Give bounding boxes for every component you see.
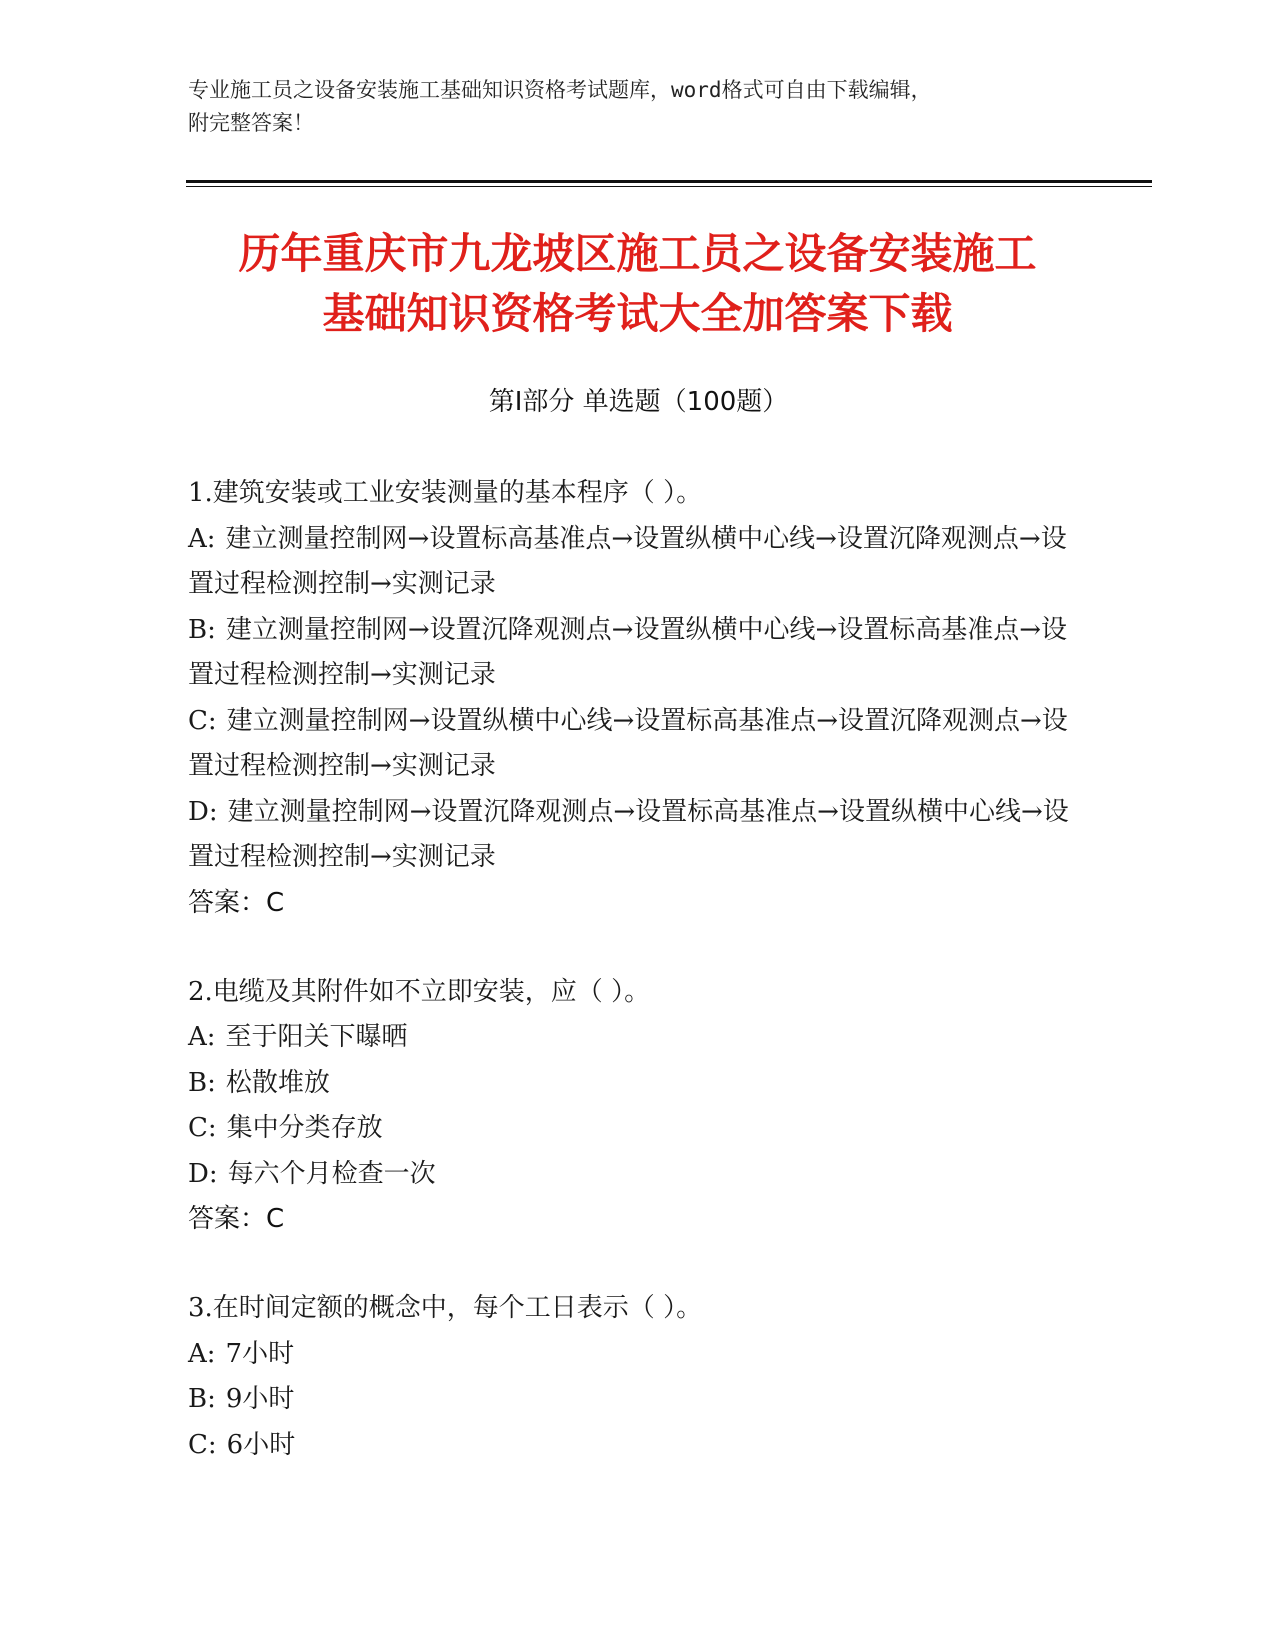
option-text: 松散堆放: [225, 1067, 330, 1098]
option-a: [188, 517, 1088, 608]
option-text: 建立测量控制网→设置纵横中心线→设置标高基准点→设置沉降观测点→设置过程检测控制→实测记录: [188, 705, 1068, 781]
header-note-line2: 附完整答案！: [188, 111, 314, 135]
option-b: [188, 608, 1088, 699]
document-title: [140, 224, 1135, 344]
option-text: 建立测量控制网→设置标高基准点→设置纵横中心线→设置沉降观测点→设置过程检测控制→实测记录: [188, 523, 1067, 599]
document-title-line1: 历年重庆市九龙坡区施工员之设备安装施工: [238, 229, 1037, 278]
question-3: [188, 1286, 1088, 1468]
option-c: [188, 1106, 1088, 1152]
header-divider-thick: [186, 180, 1152, 183]
option-a: [188, 1332, 1088, 1378]
document-title-line2: 基础知识资格考试大全加答案下载: [322, 289, 953, 338]
answer-line: 答案：C: [188, 1204, 285, 1234]
option-text: 7小时: [225, 1338, 295, 1369]
option-key: A:: [188, 1022, 216, 1052]
option-a: [188, 1015, 1088, 1061]
question-2: [188, 970, 1088, 1243]
option-key: A:: [188, 1338, 216, 1369]
option-b: [188, 1061, 1088, 1107]
question-1: [188, 471, 1088, 926]
header-note: [188, 74, 1088, 140]
option-key: D:: [188, 796, 218, 827]
option-d: [188, 1152, 1088, 1198]
option-text: 9小时: [225, 1384, 295, 1414]
option-key: D:: [188, 1158, 218, 1189]
option-c: [188, 1423, 1088, 1469]
option-key: B:: [188, 614, 216, 645]
answer-line: 答案：C: [188, 887, 285, 918]
option-text: 集中分类存放: [226, 1113, 383, 1143]
option-text: 建立测量控制网→设置沉降观测点→设置标高基准点→设置纵横中心线→设置过程检测控制→实测记录: [188, 796, 1069, 872]
option-key: C:: [188, 705, 217, 736]
option-key: C:: [188, 1429, 217, 1460]
option-text: 6小时: [226, 1429, 296, 1460]
option-key: A:: [188, 523, 216, 554]
section-title: 第Ⅰ部分 单选题（100题）: [488, 387, 789, 417]
option-key: B:: [188, 1384, 216, 1414]
question-stem: 2.电缆及其附件如不立即安装，应（ ）。: [188, 976, 651, 1007]
question-list: [188, 471, 1088, 1512]
header-note-line1: 专业施工员之设备安装施工基础知识资格考试题库，word格式可自由下载编辑，: [188, 78, 932, 102]
option-text: 至于阳关下曝晒: [225, 1022, 408, 1052]
question-stem: 1.建筑安装或工业安装测量的基本程序（ ）。: [188, 478, 703, 508]
header-divider-thin: [186, 186, 1152, 187]
option-key: C:: [188, 1113, 217, 1143]
option-b: [188, 1377, 1088, 1423]
option-text: 每六个月检查一次: [227, 1158, 436, 1189]
option-c: [188, 699, 1088, 790]
option-text: 建立测量控制网→设置沉降观测点→设置纵横中心线→设置标高基准点→设置过程检测控制→实测记录: [188, 614, 1068, 690]
option-key: B:: [188, 1067, 216, 1098]
question-stem: 3.在时间定额的概念中，每个工日表示（ ）。: [188, 1293, 703, 1323]
option-d: [188, 790, 1088, 881]
